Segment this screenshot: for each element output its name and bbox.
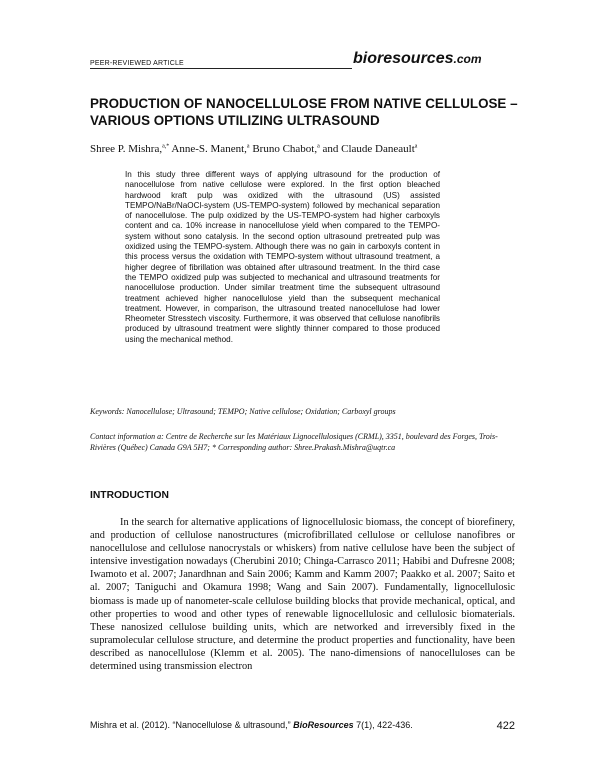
- article-type-label: PEER-REVIEWED ARTICLE: [90, 60, 184, 67]
- brand-main: bioresources: [353, 50, 454, 67]
- author-affiliation: a,*: [162, 143, 170, 150]
- author-affiliation: a: [246, 143, 250, 150]
- author-affiliation: a: [317, 143, 320, 150]
- paper-title: PRODUCTION OF NANOCELLULOSE FROM NATIVE CELLULOSE – VARIOUS OPTIONS UTILIZING ULTRASOUND: [90, 96, 518, 128]
- author-affiliation: a: [414, 143, 418, 150]
- section-heading: INTRODUCTION: [90, 490, 169, 501]
- page-footer: [90, 720, 515, 732]
- journal-brand: [353, 50, 482, 68]
- page-number: 422: [496, 720, 515, 732]
- abstract: In this study three different ways of applying ultrasound for the production of nanocellulose from native cellulose were explored. In the first option bleached hardwood kraft pulp was oxidized with the ultrasound (US) assisted TEMPO/NaBr/NaOCl-system (US-TEMPO-system) followed by mechanical separation of nanocellulose. The pulp oxidized by the US-TEMPO-system had higher carboxyls content and ca. 10% increase in nanocellulose yield when compared to the TEMPO-system without sono catalysis. In the second option ultrasound pretreated pulp was oxidized using the TEMPO-system. Although there was no gain in carboxyls content in this process versus the oxidation with TEMPO-system without ultrasound treatment, a higher degree of fibrillation was obtained after ultrasound treatment. In the third case the TEMPO oxidized pulp was subjected to mechanical and ultrasound treatments for nanocellulose production. Under similar treatment time the subsequent ultrasound treatment achieved higher nanocellulose yield than the subsequent mechanical treatment. However, in comparison, the ultrasound treated nanocellulose had lower Rheometer Stresstech viscosity. Furthermore, it was observed that cellulose nanofibrils produced by ultrasound treatment were slightly thinner compared to those produced using the mechanical method.: [125, 170, 440, 344]
- journal-name: BioResources: [293, 720, 354, 730]
- citation-prefix: Mishra et al. (2012). “Nanocellulose & ultrasound,”: [90, 720, 291, 730]
- contact-information: Contact information a: Centre de Recherche sur les Matériaux Lignocellulosiques (CRML), 3351, boulevard des Forges, Trois-Rivières (Québec) Canada G9A 5H7; * Corresponding author: Shree.Prakash.Mishra@uqtr.ca: [90, 432, 498, 452]
- keywords: Keywords: Nanocellulose; Ultrasound; TEMPO; Native cellulose; Oxidation; Carboxyl groups: [90, 407, 396, 416]
- section-body: In the search for alternative applications of lignocellulosic biomass, the concept of biorefinery, and production of cellulose nanostructures (microfibrillated cellulose or cellulose nanofibres or nanocellulose and cellulose nanocrystals or whiskers) from native cellulose have been the subject of intensive investigation nowadays (Cherubini 2010; Chinga-Carrasco 2011; Habibi and Dufresne 2008; Iwamoto et al. 2007; Janardhnan and Sain 2006; Kamm and Kamm 2007; Paakko et al. 2007; Saito et al. 2007; Taniguchi and Okamura 1998; Wang and Sain 2007). Fundamentally, lignocellulosic biomass is made up of nanometer-scale cellulose building blocks that provide mechanical, optical, and other properties to wood and other types of renewable lignocellulosic and cellulosic biomaterials. These nanosized cellulose building units, which are networked and irreversibly fixed in the supramolecular cellulose structure, and determine the product properties and functionality, have been described as nanocellulose (Klemm et al. 2005). The nano-dimensions of nanocelluloses can be determined using transmission electron: [90, 517, 515, 673]
- author-name: and Claude Daneault: [319, 143, 415, 155]
- author-list: [90, 143, 417, 155]
- brand-suffix: .com: [453, 52, 482, 66]
- author-name: Anne-S. Manent,: [169, 143, 247, 155]
- author-name: Shree P. Mishra,: [90, 143, 163, 155]
- footer-citation: [90, 720, 413, 732]
- author-name: Bruno Chabot,: [249, 143, 318, 155]
- header-rule: [90, 68, 352, 69]
- citation-suffix: 7(1), 422-436.: [356, 720, 413, 730]
